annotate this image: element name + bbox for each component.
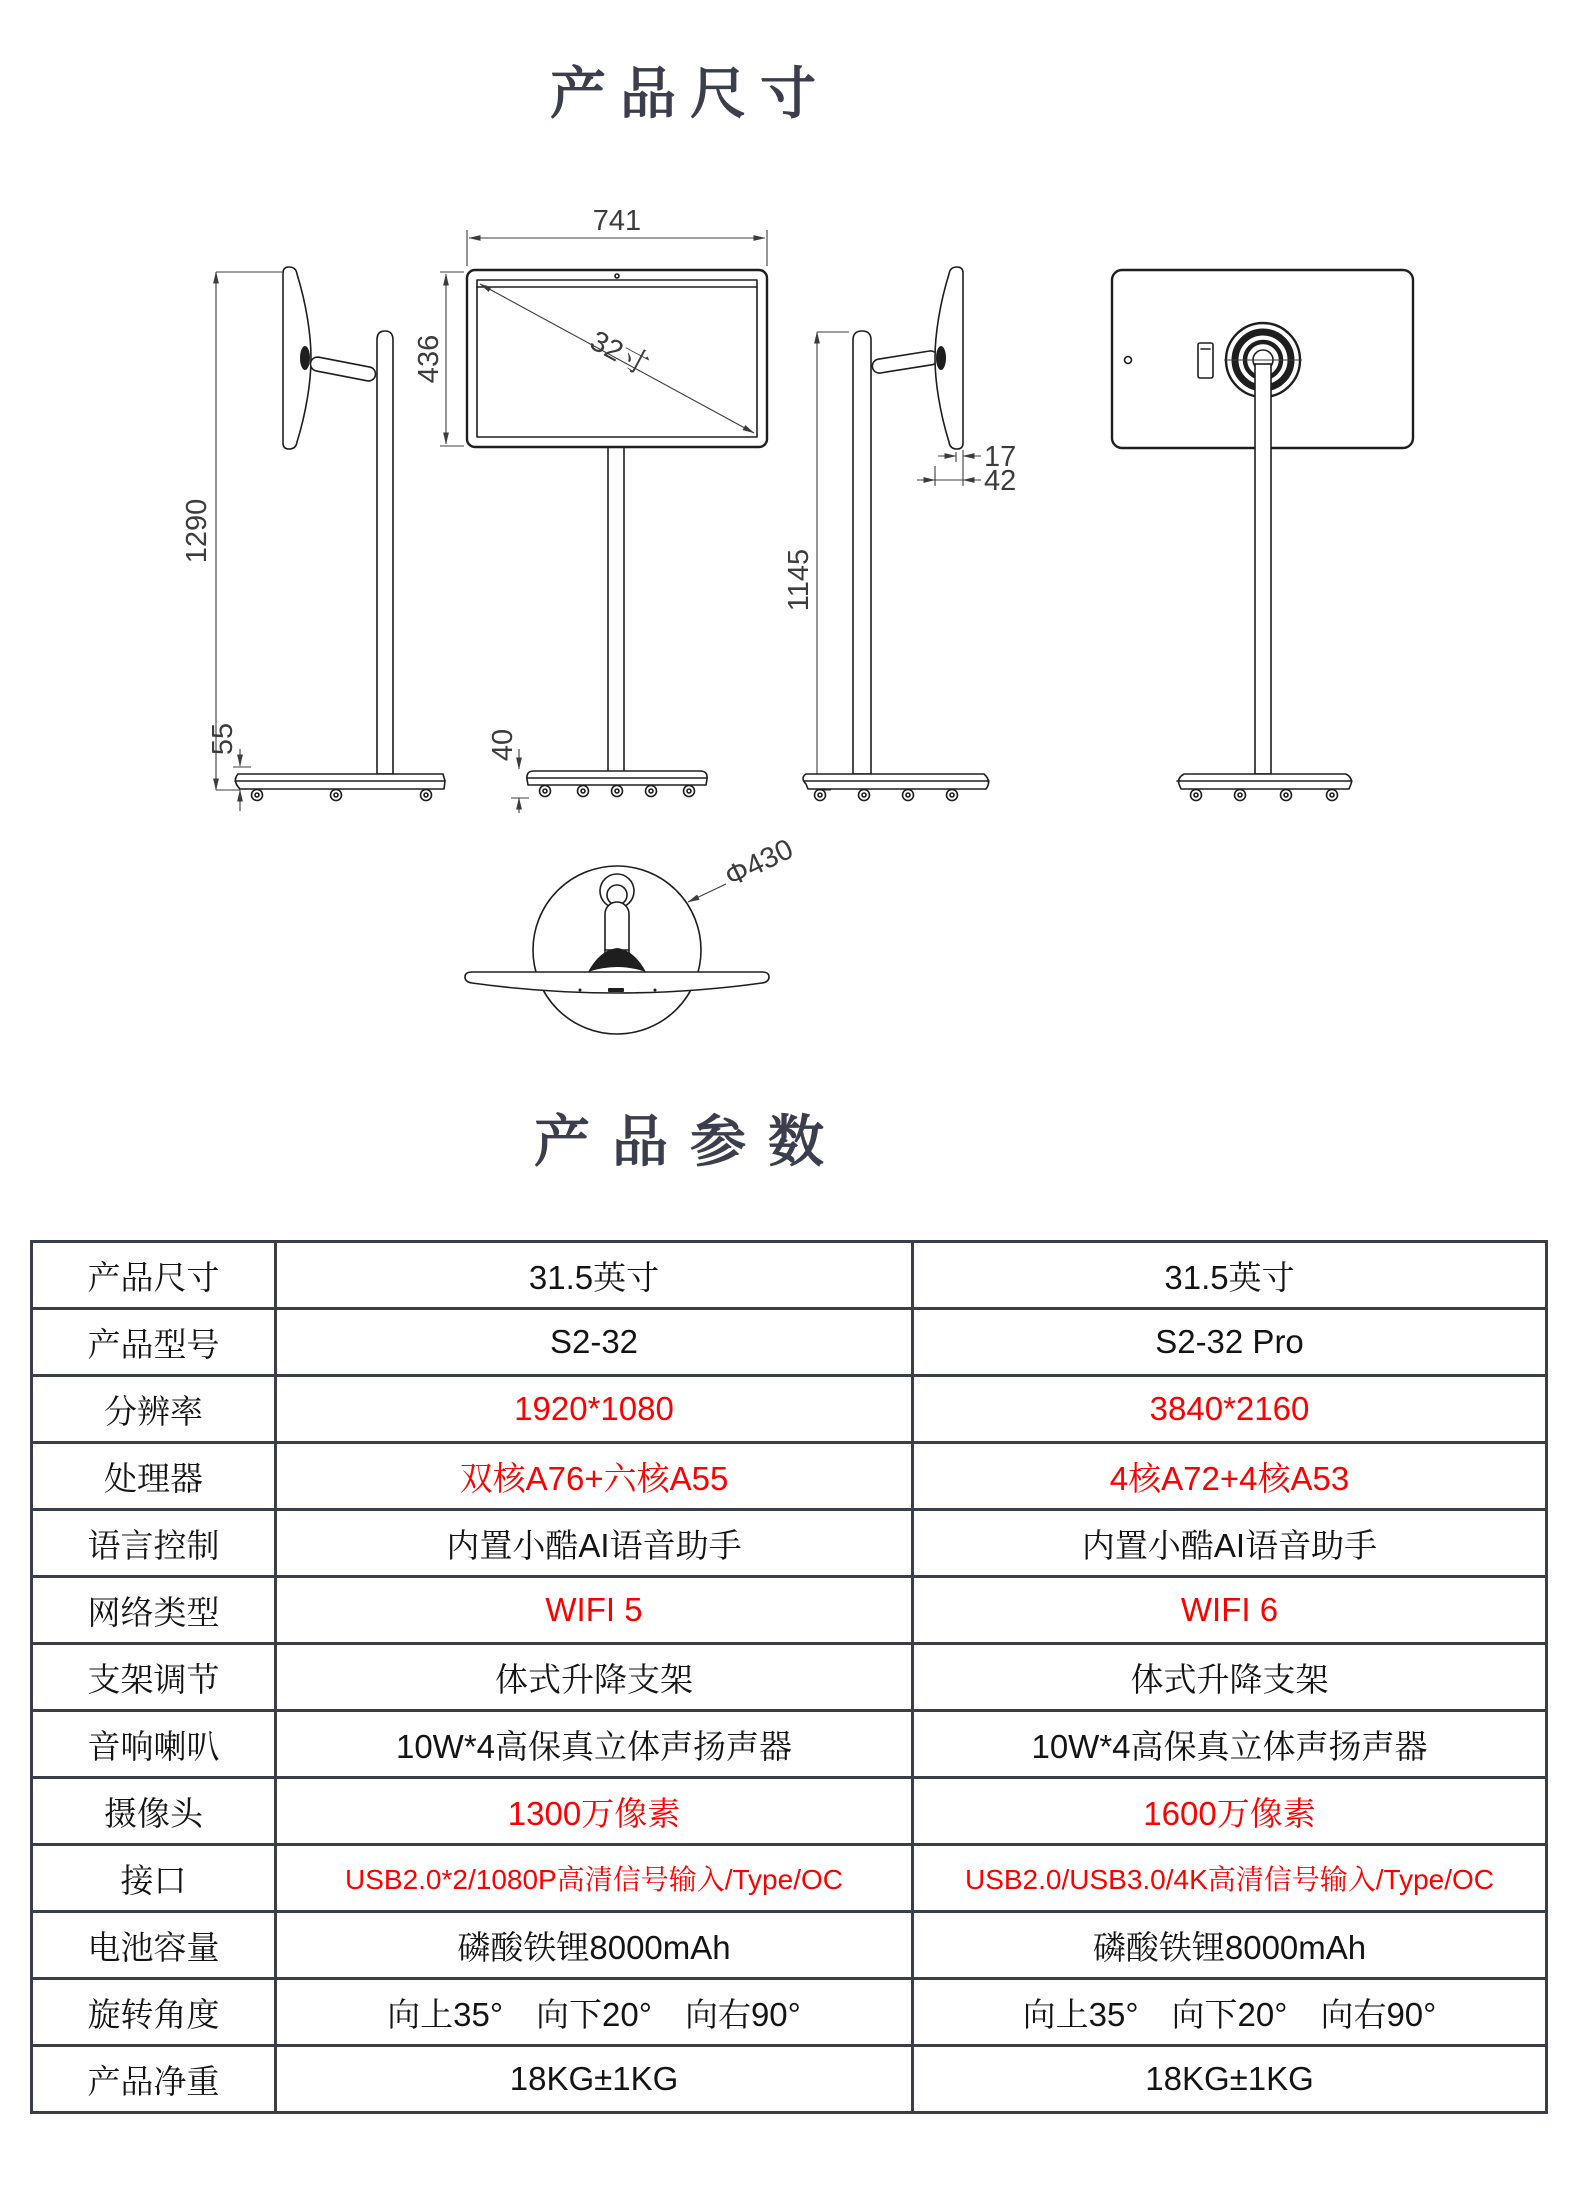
dim-label-base-height: 55 <box>207 722 239 756</box>
dim-label-pole-height: 1145 <box>783 548 815 612</box>
row-value-s2-32-pro: 体式升降支架 <box>913 1644 1547 1711</box>
row-value-s2-32-pro: 向上35° 向下20° 向右90° <box>913 1979 1547 2046</box>
section-title-dimensions: 产品尺寸 <box>550 62 830 125</box>
drawing-side-view-right <box>783 267 1016 801</box>
row-value-s2-32: 18KG±1KG <box>276 2046 913 2113</box>
row-value-s2-32: 1920*1080 <box>276 1376 913 1443</box>
table-row-rotation <box>32 1979 1547 2046</box>
table-row-battery <box>32 1912 1547 1979</box>
wheels <box>252 790 432 801</box>
table-row-weight <box>32 2046 1547 2113</box>
row-value-s2-32: 1300万像素 <box>276 1778 913 1845</box>
table-row-stand <box>32 1644 1547 1711</box>
table-row-camera <box>32 1778 1547 1845</box>
table-row-size <box>32 1242 1547 1309</box>
row-value-s2-32: 内置小酷AI语音助手 <box>276 1510 913 1577</box>
table-row-resolution <box>32 1376 1547 1443</box>
row-value-s2-32: 向上35° 向下20° 向右90° <box>276 1979 913 2046</box>
table-row-speakers <box>32 1711 1547 1778</box>
dim-label-base-diameter: Φ430 <box>720 833 799 894</box>
row-value-s2-32-pro: WIFI 6 <box>913 1577 1547 1644</box>
drawing-front-view <box>413 205 767 813</box>
row-label: 接口 <box>32 1845 276 1912</box>
row-label: 网络类型 <box>32 1577 276 1644</box>
row-value-s2-32: S2-32 <box>276 1309 913 1376</box>
row-value-s2-32-pro: 3840*2160 <box>913 1376 1547 1443</box>
drawing-top-view <box>465 833 798 1034</box>
row-value-s2-32-pro: 内置小酷AI语音助手 <box>913 1510 1547 1577</box>
row-value-s2-32: 31.5英寸 <box>276 1242 913 1309</box>
row-label: 旋转角度 <box>32 1979 276 2046</box>
wheels <box>1191 790 1338 801</box>
dim-label-mount-depth: 42 <box>984 465 1017 497</box>
section-title-parameters: 产品参数 <box>534 1110 846 1173</box>
table-row-ports <box>32 1845 1547 1912</box>
row-label: 支架调节 <box>32 1644 276 1711</box>
row-label: 处理器 <box>32 1443 276 1510</box>
row-label: 分辨率 <box>32 1376 276 1443</box>
row-label: 产品尺寸 <box>32 1242 276 1309</box>
spec-table <box>30 1240 1548 2114</box>
wheels <box>815 790 958 801</box>
row-label: 摄像头 <box>32 1778 276 1845</box>
row-value-s2-32: 体式升降支架 <box>276 1644 913 1711</box>
wheels <box>540 786 695 797</box>
row-label: 音响喇叭 <box>32 1711 276 1778</box>
drawing-back-view <box>1112 270 1413 801</box>
dimension-drawings <box>0 150 1575 1070</box>
row-label: 语言控制 <box>32 1510 276 1577</box>
table-row-voice-control <box>32 1510 1547 1577</box>
row-label: 产品型号 <box>32 1309 276 1376</box>
table-row-network <box>32 1577 1547 1644</box>
row-label: 电池容量 <box>32 1912 276 1979</box>
table-row-processor <box>32 1443 1547 1510</box>
table-row-model <box>32 1309 1547 1376</box>
dim-label-width: 741 <box>592 205 642 237</box>
dim-label-total-height: 1290 <box>181 498 213 564</box>
row-value-s2-32-pro: 磷酸铁锂8000mAh <box>913 1912 1547 1979</box>
dim-label-screen-thickness: 17 <box>984 441 1017 473</box>
row-value-s2-32: WIFI 5 <box>276 1577 913 1644</box>
row-value-s2-32: USB2.0*2/1080P高清信号输入/Type/OC <box>276 1845 913 1912</box>
row-value-s2-32: 10W*4高保真立体声扬声器 <box>276 1711 913 1778</box>
dim-label-front-base-height: 40 <box>487 728 519 762</box>
drawing-side-view <box>181 267 445 811</box>
row-value-s2-32-pro: 31.5英寸 <box>913 1242 1547 1309</box>
row-value-s2-32-pro: 1600万像素 <box>913 1778 1547 1845</box>
dim-label-height: 436 <box>413 334 445 384</box>
row-label: 产品净重 <box>32 2046 276 2113</box>
row-value-s2-32-pro: 4核A72+4核A53 <box>913 1443 1547 1510</box>
row-value-s2-32: 磷酸铁锂8000mAh <box>276 1912 913 1979</box>
row-value-s2-32-pro: 18KG±1KG <box>913 2046 1547 2113</box>
dim-label-diagonal: 32寸 <box>584 324 654 382</box>
row-value-s2-32-pro: S2-32 Pro <box>913 1309 1547 1376</box>
row-value-s2-32-pro: 10W*4高保真立体声扬声器 <box>913 1711 1547 1778</box>
row-value-s2-32: 双核A76+六核A55 <box>276 1443 913 1510</box>
row-value-s2-32-pro: USB2.0/USB3.0/4K高清信号输入/Type/OC <box>913 1845 1547 1912</box>
